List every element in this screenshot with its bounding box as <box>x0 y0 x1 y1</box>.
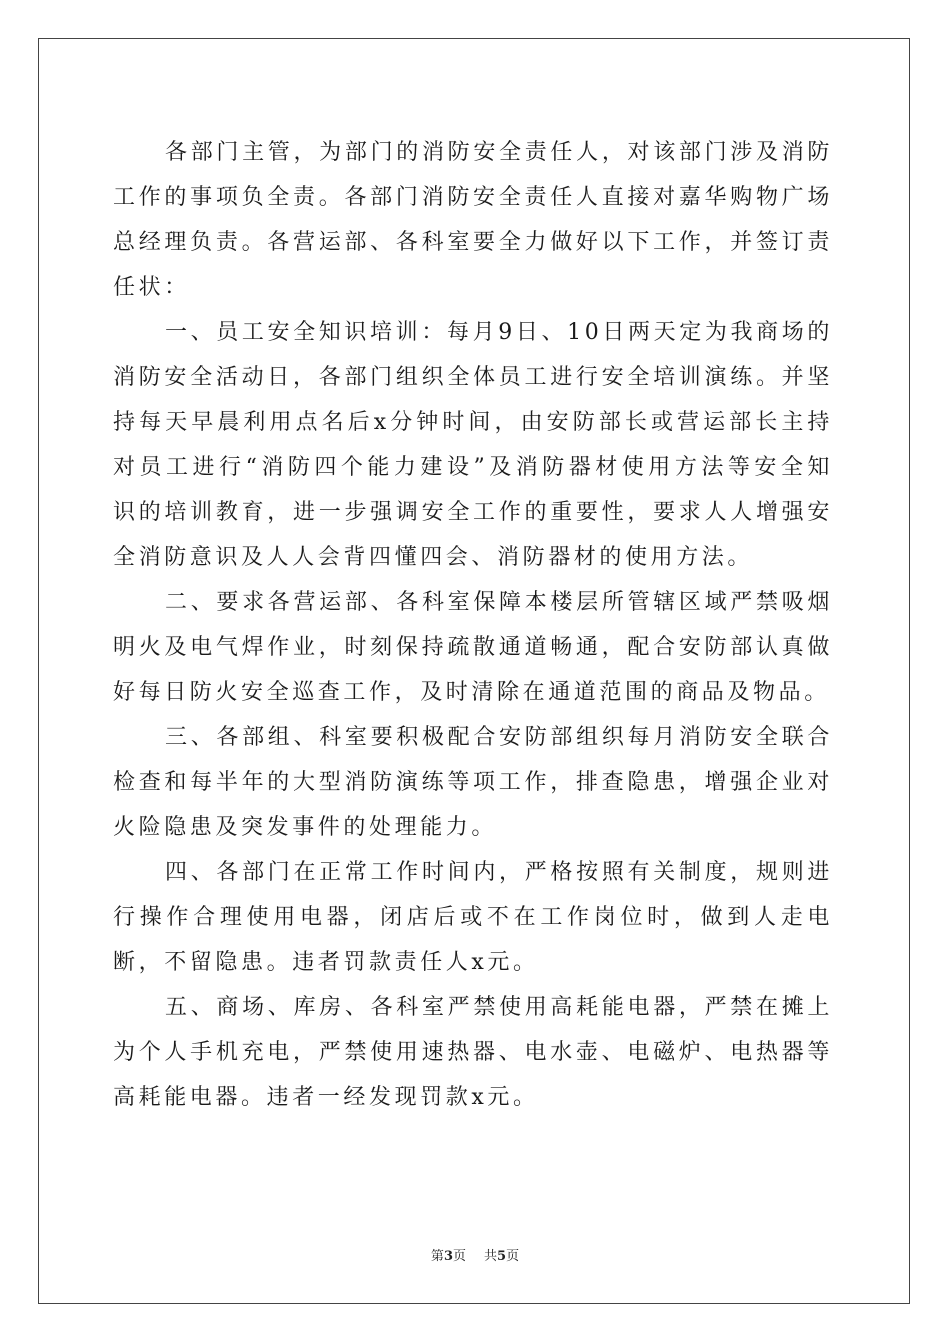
page-suffix: 页 <box>452 1249 466 1264</box>
total-suffix: 页 <box>506 1249 520 1264</box>
paragraph-item-5: 五、商场、库房、各科室严禁使用高耗能电器，严禁在摊上为个人手机充电，严禁使用速热器、电水壶、电磁炉、电热器等高耗能电器。违者一经发现罚款x元。 <box>113 995 833 1110</box>
paragraph-intro: 各部门主管，为部门的消防安全责任人，对该部门涉及消防工作的事项负全责。各部门消防安全责任人直接对嘉华购物广场总经理负责。各营运部、各科室要全力做好以下工作，并签订责任状： <box>113 140 833 300</box>
page-total: 5 <box>497 1249 507 1264</box>
page-prefix: 第 <box>430 1249 444 1264</box>
paragraph-item-4: 四、各部门在正常工作时间内，严格按照有关制度，规则进行操作合理使用电器，闭店后或不在工作岗位时，做到人走电断，不留隐患。违者罚款责任人x元。 <box>113 860 833 975</box>
paragraph-item-1: 一、员工安全知识培训：每月9日、10日两天定为我商场的消防安全活动日，各部门组织全体员工进行安全培训演练。并坚持每天早晨利用点名后x分钟时间，由安防部长或营运部长主持对员工进行“消防四个能力建设”及消防器材使用方法等安全知识的培训教育，进一步强调安全工作的重要性，要求人人增强安全消防意识及人人会背四懂四会、消防器材的使用方法。 <box>113 320 833 570</box>
document-body <box>113 130 833 1120</box>
page-number-footer <box>0 1248 950 1266</box>
page-current: 3 <box>443 1249 453 1264</box>
paragraph-item-2: 二、要求各营运部、各科室保障本楼层所管辖区域严禁吸烟明火及电气焊作业，时刻保持疏散通道畅通，配合安防部认真做好每日防火安全巡查工作，及时清除在通道范围的商品及物品。 <box>113 590 833 705</box>
paragraph-item-3: 三、各部组、科室要积极配合安防部组织每月消防安全联合检查和每半年的大型消防演练等项工作，排查隐患，增强企业对火险隐患及突发事件的处理能力。 <box>113 725 833 840</box>
total-prefix: 共 <box>484 1249 498 1264</box>
